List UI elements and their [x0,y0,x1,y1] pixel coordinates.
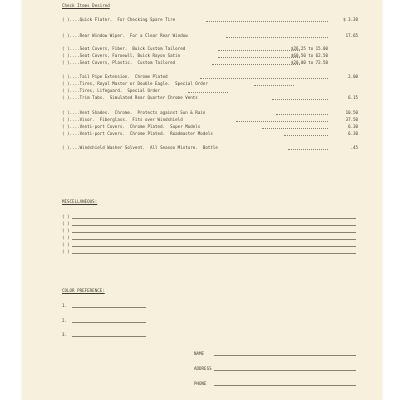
item-row: ( )....Tail Pipe Extension. Chrome Plated [62,74,168,79]
leader-dots [254,85,294,86]
item-price: 2.00 [348,74,358,79]
misc-checkbox[interactable]: ( ) [62,228,70,233]
item-price: $60.50 to 62.50 [291,53,328,58]
misc-line[interactable] [72,246,356,247]
misc-line[interactable] [72,239,356,240]
misc-line[interactable] [72,253,356,254]
leader-dots [236,121,328,122]
misc-line[interactable] [72,232,356,233]
misc-checkbox[interactable]: ( ) [62,242,70,247]
color-choice-label: 2. [62,318,68,323]
address-label: ADDRESS [194,366,212,371]
leader-dots [206,21,328,22]
item-price: $ 3.30 [343,17,358,22]
item-price: 37.50 [345,117,358,122]
item-row: ( )....Tires, Lifeguard. Special Order [62,88,161,93]
form-title: Check Items Desired [62,3,110,8]
leader-dots [272,99,328,100]
item-price: $20.00 to 72.50 [291,60,328,65]
item-row: ( )....Visor. Fiberglass. Fits over Windshield [62,117,183,122]
name-line[interactable] [214,355,356,356]
color-choice-label: 1. [62,303,68,308]
item-price: $26.25 to 15.00 [291,46,328,51]
misc-checkbox[interactable]: ( ) [62,249,70,254]
leader-dots [226,37,328,38]
item-row: ( )....Windshield Washer Solvent. All Season Mixture. Bottle [62,145,218,150]
address-line[interactable] [214,370,356,371]
item-price: 6.15 [348,95,358,100]
item-price: 17.65 [345,33,358,38]
leader-dots [288,149,328,150]
color-choice-line[interactable] [72,322,146,323]
item-price: 10.50 [345,110,358,115]
item-row: ( )....Venti-port Covers. Chrome Plated. Super Models [62,124,201,129]
item-price: 6.30 [348,131,358,136]
item-row: ( )....Tires, Royal Master or Double Eagle. Special Order [62,81,208,86]
misc-checkbox[interactable]: ( ) [62,235,70,240]
name-label: NAME [194,351,205,356]
item-row: ( )....Trim Tabs. Simulated Rear Quarter Chrome Vents [62,95,198,100]
misc-line[interactable] [72,218,356,219]
miscellaneous-heading: MISCELLANEOUS: [62,199,98,204]
color-preference-heading: COLOR PREFERENCE: [62,288,105,293]
color-choice-label: 3. [62,332,68,337]
leader-dots [276,114,328,115]
item-row: ( )....Vent Shades. Chrome. Protects against Sun & Rain [62,110,206,115]
item-row: ( )....Seat Covers, Faroewll, Buick Rayon Satin [62,53,181,58]
item-row: ( )....Seat Covers, Plastic. Custom Tailored [62,60,176,65]
leader-dots [284,135,328,136]
order-form-sheet [22,0,382,400]
item-row: ( )....Quick Flater. For Checking Spare Tire [62,17,176,22]
phone-label: PHONE [194,381,207,386]
color-choice-line[interactable] [72,307,146,308]
item-row: ( )....Seat Covers, Fiber. Buick Custom Tailored [62,46,186,51]
leader-dots [188,92,228,93]
leader-dots [200,78,328,79]
item-row: ( )....Rear Window Wiper. For a Clear Rear Window [62,33,188,38]
item-price: .45 [350,145,358,150]
misc-line[interactable] [72,225,356,226]
item-row: ( )....Venti-port Covers. Chrome Plated. Roadmaster Models [62,131,213,136]
phone-line[interactable] [214,385,356,386]
misc-checkbox[interactable]: ( ) [62,221,70,226]
leader-dots [262,128,328,129]
item-price: 6.30 [348,124,358,129]
color-choice-line[interactable] [72,336,146,337]
misc-checkbox[interactable]: ( ) [62,214,70,219]
